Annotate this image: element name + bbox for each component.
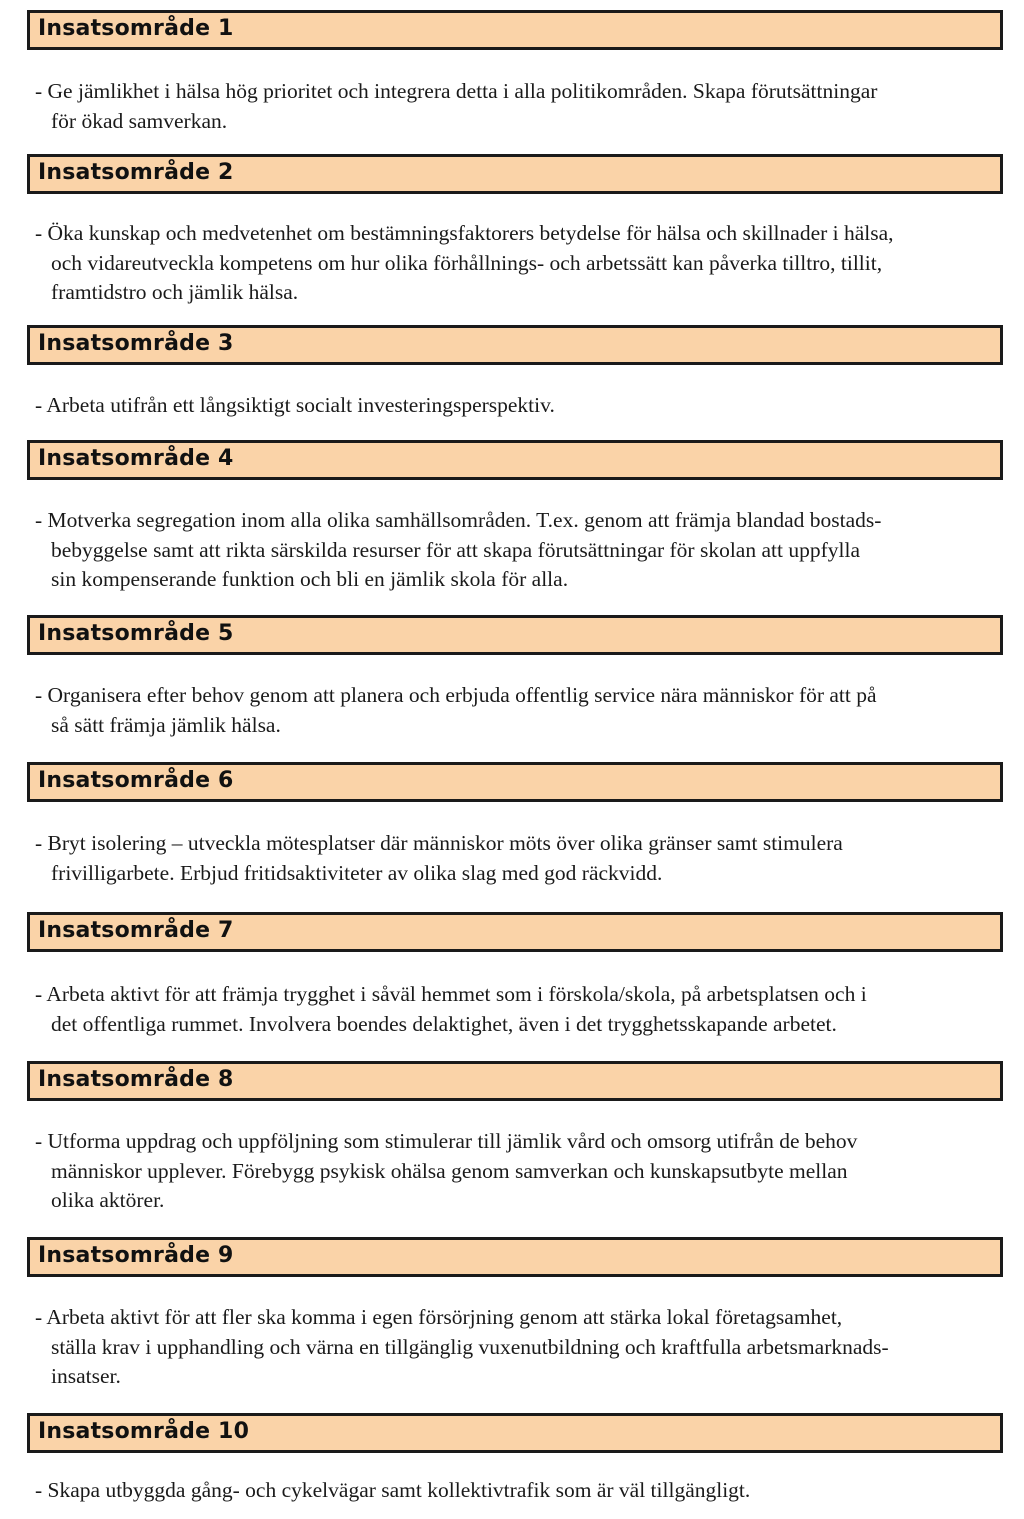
body-line: - Motverka segregation inom alla olika samhällsområden. T.ex. genom att främja blandad bostads- [35, 508, 882, 532]
section-body-6 [35, 829, 1005, 888]
section-header-10 [27, 1413, 1003, 1453]
section-title: Insatsområde 8 [38, 1067, 234, 1092]
section-header-9 [27, 1237, 1003, 1277]
body-line: insatser. [51, 1364, 121, 1388]
section-title: Insatsområde 5 [38, 621, 234, 646]
section-body-1 [35, 77, 1005, 136]
section-header-8 [27, 1061, 1003, 1101]
section-title: Insatsområde 3 [38, 331, 234, 356]
body-line: - Ge jämlikhet i hälsa hög prioritet och integrera detta i alla politikområden. Skapa förutsättningar [35, 79, 878, 103]
section-title: Insatsområde 9 [38, 1243, 234, 1268]
section-body-4 [35, 506, 1005, 595]
section-body-3 [35, 391, 1005, 421]
body-line: - Öka kunskap och medvetenhet om bestämningsfaktorers betydelse för hälsa och skillnader i hälsa, [35, 221, 894, 245]
section-header-2 [27, 154, 1003, 194]
body-line: bebyggelse samt att rikta särskilda resurser för att skapa förutsättningar för skolan att uppfylla [51, 537, 860, 562]
body-line: det offentliga rummet. Involvera boendes delaktighet, även i det trygghetsskapande arbetet. [51, 1011, 837, 1036]
body-line: ställa krav i upphandling och värna en tillgänglig vuxenutbildning och kraftfulla arbetsmarknads- [51, 1334, 889, 1359]
section-title: Insatsområde 4 [38, 446, 234, 471]
section-header-1 [27, 10, 1003, 50]
section-title: Insatsområde 1 [38, 16, 234, 41]
section-body-9 [35, 1303, 1005, 1392]
section-header-3 [27, 325, 1003, 365]
section-header-6 [27, 762, 1003, 802]
body-line: sin kompenserande funktion och bli en jämlik skola för alla. [51, 567, 569, 591]
section-title: Insatsområde 10 [38, 1419, 250, 1444]
body-line: - Arbeta utifrån ett långsiktigt socialt investeringsperspektiv. [35, 393, 555, 417]
body-line: framtidstro och jämlik hälsa. [51, 280, 299, 304]
section-body-5 [35, 681, 1005, 740]
body-line: - Organisera efter behov genom att planera och erbjuda offentlig service nära människor för att på [35, 683, 877, 707]
body-line: så sätt främja jämlik hälsa. [51, 712, 281, 737]
body-line: och vidareutveckla kompetens om hur olika förhållnings- och arbetssätt kan påverka tilltro, tillit, [51, 250, 883, 275]
body-line: - Arbeta aktivt för att främja trygghet i såväl hemmet som i förskola/skola, på arbetsplatsen och i [35, 982, 867, 1006]
body-line: olika aktörer. [51, 1188, 165, 1212]
section-header-5 [27, 615, 1003, 655]
section-title: Insatsområde 6 [38, 768, 234, 793]
section-body-7 [35, 980, 1005, 1039]
body-line: - Bryt isolering – utveckla mötesplatser där människor möts över olika gränser samt stimulera [35, 831, 843, 855]
body-line: människor upplever. Förebygg psykisk ohälsa genom samverkan och kunskapsutbyte mellan [51, 1158, 848, 1183]
body-line: frivilligarbete. Erbjud fritidsaktiviteter av olika slag med god räckvidd. [51, 860, 663, 885]
section-title: Insatsområde 2 [38, 160, 234, 185]
body-line: - Arbeta aktivt för att fler ska komma i egen försörjning genom att stärka lokal företagsamhet, [35, 1305, 843, 1329]
section-header-7 [27, 912, 1003, 952]
body-line: - Skapa utbyggda gång- och cykelvägar samt kollektivtrafik som är väl tillgängligt. [35, 1478, 751, 1502]
body-line: - Utforma uppdrag och uppföljning som stimulerar till jämlik vård och omsorg utifrån de behov [35, 1129, 858, 1153]
section-body-10 [35, 1476, 1005, 1506]
section-header-4 [27, 440, 1003, 480]
body-line: för ökad samverkan. [51, 108, 228, 133]
section-body-8 [35, 1127, 1005, 1216]
section-title: Insatsområde 7 [38, 918, 234, 943]
section-body-2 [35, 219, 1005, 308]
